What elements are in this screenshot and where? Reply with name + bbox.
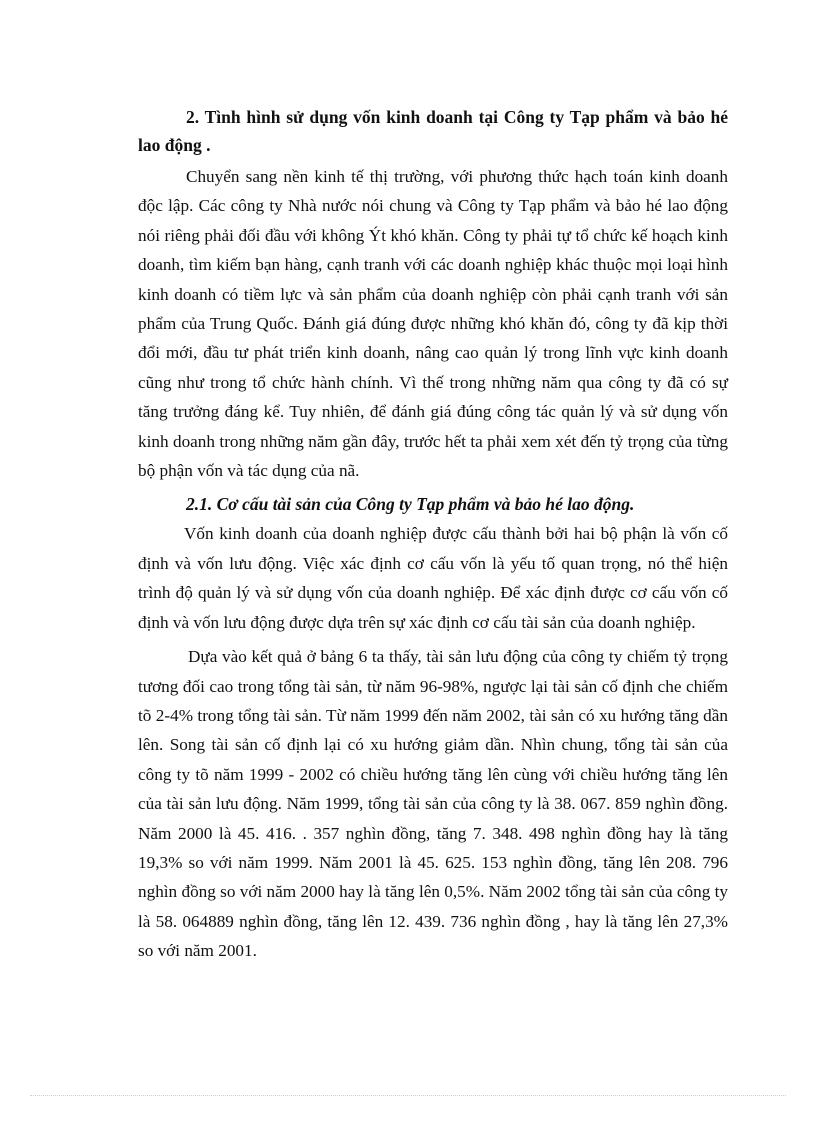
footer-divider xyxy=(30,1095,786,1096)
paragraph-1: Chuyển sang nền kinh tế thị trường, với phương thức hạch toán kinh doanh độc lập. Các công ty Nhà nước nói chung và Công ty Tạp phẩm và bảo hé lao động nói riêng phải đối đầu với không Ýt khó khăn. Công ty phải tự tổ chức kế hoạch kinh doanh, tìm kiếm bạn hàng, cạnh tranh với các doanh nghiệp khác thuộc mọi loại hình kinh doanh có tiềm lực và sản phẩm của doanh nghiệp còn phải cạnh tranh với sản phẩm của Trung Quốc. Đánh giá đúng được những khó khăn đó, công ty đã kịp thời đổi mới, đầu tư phát triển kinh doanh, nâng cao quản lý trong lĩnh vực kinh doanh cũng như trong tổ chức hành chính. Vì thế trong những năm qua công ty đã có sự tăng trưởng đáng kể. Tuy nhiên, để đánh giá đúng công tác quản lý và sử dụng vốn kinh doanh trong những năm gần đây, trước hết ta phải xem xét đến tỷ trọng của từng bộ phận vốn và tác dụng của nã. xyxy=(138,167,728,481)
paragraph-2: Vốn kinh doanh của doanh nghiệp được cấu thành bởi hai bộ phận là vốn cố định và vốn lưu động. Việc xác định cơ cấu vốn là yếu tố quan trọng, nó thể hiện trình độ quản lý và sử dụng vốn của doanh nghiệp. Để xác định được cơ cấu vốn cố định và vốn lưu động được dựa trên sự xác định cơ cấu tài sản của doanh nghiệp. xyxy=(138,524,728,632)
paragraph-3: Dựa vào kết quả ở bảng 6 ta thấy, tài sản lưu động của công ty chiếm tỷ trọng tương đối cao trong tổng tài sản, từ năm 96-98%, ngược lại tài sản cố định che chiếm tõ 2-4% trong tổng tài sản. Từ năm 1999 đến năm 2002, tài sản có xu hướng tăng dần lên. Song tài sản cố định lại có xu hướng giảm dần. Nhìn chung, tổng tài sản của công ty tõ năm 1999 - 2002 có chiều hướng tăng lên cùng với chiều hướng tăng lên của tài sản lưu động. Năm 1999, tổng tài sản của công ty là 38. 067. 859 nghìn đồng. Năm 2000 là 45. 416. . 357 nghìn đồng, tăng 7. 348. 498 nghìn đồng hay là tăng 19,3% so với năm 1999. Năm 2001 là 45. 625. 153 nghìn đồng, tăng lên 208. 796 nghìn đồng so với năm 2000 hay là tăng lên 0,5%. Năm 2002 tổng tài sản của công ty là 58. 064889 nghìn đồng, tăng lên 12. 439. 736 nghìn đồng , hay là tăng lên 27,3% so với năm 2001. xyxy=(138,647,728,961)
document-body xyxy=(138,103,728,966)
section-heading: 2. Tình hình sử dụng vốn kinh doanh tại Công ty Tạp phẩm và bảo hé lao động . xyxy=(138,107,728,155)
subsection-heading: 2.1. Cơ cấu tài sản của Công ty Tạp phẩm và bảo hé lao động. xyxy=(186,494,635,515)
